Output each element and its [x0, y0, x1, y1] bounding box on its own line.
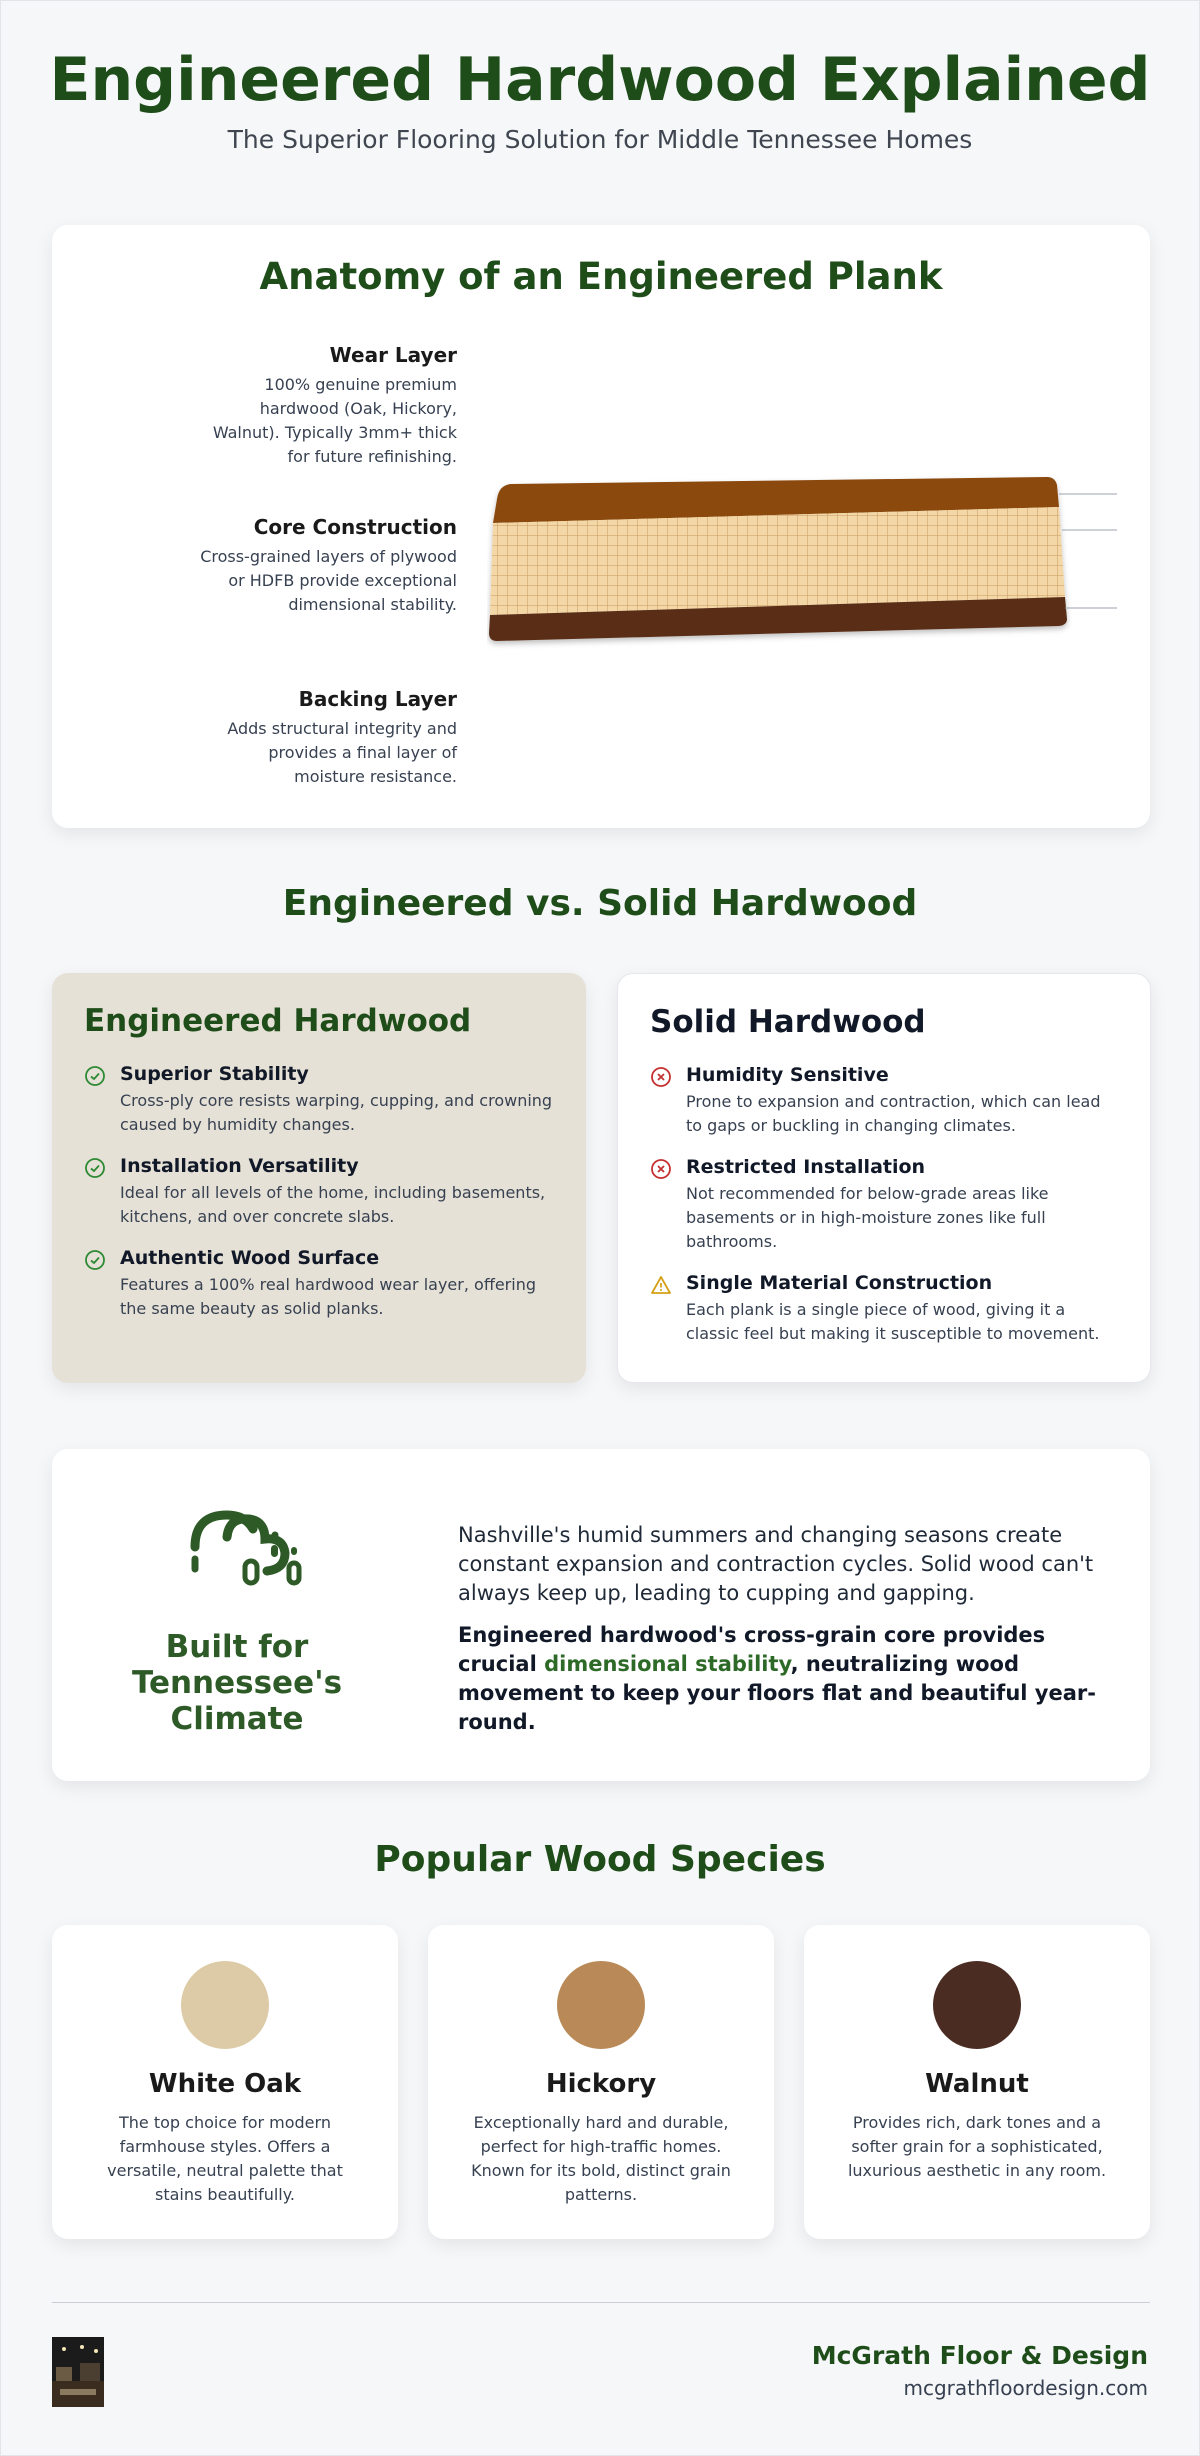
- x-circle-icon: [650, 1158, 672, 1180]
- species-title: Popular Wood Species: [374, 1839, 826, 1880]
- anatomy-title: Anatomy of an Engineered Plank: [259, 255, 943, 298]
- climate-highlight: dimensional stability: [544, 1652, 791, 1676]
- item-desc: Features a 100% real hardwood wear layer, offering the same beauty as solid planks.: [120, 1275, 536, 1318]
- showroom-thumbnail-image: [52, 2337, 104, 2407]
- x-circle-icon: [650, 1066, 672, 1088]
- climate-paragraph-1: Nashville's humid summers and changing seasons create constant expansion and contraction cycles. Solid wood can't always keep up, leading to cupping and gapping.: [458, 1523, 1094, 1605]
- core-layer-label: [197, 515, 457, 617]
- item-title: Humidity Sensitive: [686, 1064, 889, 1086]
- species-card-white-oak: [52, 1925, 398, 2239]
- climate-title: Built for Tennessee's Climate: [131, 1629, 343, 1737]
- item-desc: Prone to expansion and contraction, which can lead to gaps or buckling in changing climates.: [686, 1092, 1101, 1135]
- wear-layer-title: Wear Layer: [329, 343, 457, 367]
- item-title: Single Material Construction: [686, 1272, 993, 1294]
- warning-triangle-icon: [650, 1274, 672, 1296]
- comparison-title: Engineered vs. Solid Hardwood: [282, 883, 918, 924]
- plank-illustration: [487, 475, 1087, 655]
- wear-layer-desc: 100% genuine premium hardwood (Oak, Hickory, Walnut). Typically 3mm+ thick for future refinishing.: [212, 375, 457, 466]
- brand-name: McGrath Floor & Design: [811, 2341, 1148, 2370]
- check-circle-icon: [84, 1065, 106, 1087]
- engineered-card: [52, 973, 586, 1383]
- footer-brand: [812, 2341, 1148, 2400]
- core-layer-desc: Cross-grained layers of plywood or HDFB provide exceptional dimensional stability.: [200, 547, 457, 614]
- item-desc: Each plank is a single piece of wood, giving it a classic feel but making it susceptible to movement.: [686, 1300, 1100, 1343]
- walnut-swatch: [933, 1961, 1021, 2049]
- item-desc: Ideal for all levels of the home, including basements, kitchens, and over concrete slabs.: [120, 1183, 546, 1226]
- species-card-hickory: [428, 1925, 774, 2239]
- item-title: Restricted Installation: [686, 1156, 926, 1178]
- engineered-title: Engineered Hardwood: [84, 1003, 472, 1039]
- anatomy-card: [52, 225, 1150, 828]
- list-item: [650, 1272, 1118, 1346]
- item-desc: Cross-ply core resists warping, cupping, and crowning caused by humidity changes.: [120, 1091, 553, 1134]
- species-desc: Exceptionally hard and durable, perfect for high-traffic homes. Known for its bold, distinct grain patterns.: [471, 2113, 731, 2204]
- solid-card: [617, 973, 1151, 1383]
- list-item: [650, 1156, 1118, 1254]
- species-card-walnut: [804, 1925, 1150, 2239]
- species-name: White Oak: [148, 2069, 302, 2099]
- list-item: [84, 1063, 554, 1137]
- core-layer-title: Core Construction: [253, 515, 457, 539]
- check-circle-icon: [84, 1157, 106, 1179]
- species-desc: The top choice for modern farmhouse styles. Offers a versatile, neutral palette that stains beautifully.: [107, 2113, 343, 2204]
- page-subtitle: The Superior Flooring Solution for Middle Tennessee Homes: [227, 125, 973, 154]
- item-title: Installation Versatility: [120, 1155, 359, 1177]
- footer-divider: [52, 2302, 1150, 2303]
- climate-card: [52, 1449, 1150, 1781]
- white-oak-swatch: [181, 1961, 269, 2049]
- climate-paragraph-2: [458, 1621, 1108, 1737]
- climate-paragraph-2-end: , neutralizing wood movement to keep your floors flat and beautiful year-round.: [458, 1652, 1096, 1734]
- backing-layer-desc: Adds structural integrity and provides a final layer of moisture resistance.: [227, 719, 457, 786]
- species-desc: Provides rich, dark tones and a softer grain for a sophisticated, luxurious aesthetic in any room.: [847, 2113, 1107, 2180]
- list-item: [84, 1155, 554, 1229]
- wear-layer-label: [197, 343, 457, 469]
- climate-paragraph-2-start: Engineered hardwood's cross-grain core provides crucial: [458, 1623, 1046, 1676]
- page-title: Engineered Hardwood Explained: [49, 45, 1151, 115]
- backing-layer-title: Backing Layer: [298, 687, 457, 711]
- page-header: [1, 1, 1199, 154]
- item-title: Superior Stability: [120, 1063, 309, 1085]
- species-name: Walnut: [925, 2069, 1029, 2099]
- solid-title: Solid Hardwood: [650, 1004, 926, 1040]
- list-item: [84, 1247, 554, 1321]
- check-circle-icon: [84, 1249, 106, 1271]
- item-desc: Not recommended for below-grade areas like basements or in high-moisture zones like full bathrooms.: [686, 1184, 1049, 1251]
- item-title: Authentic Wood Surface: [120, 1247, 380, 1269]
- species-name: Hickory: [545, 2069, 657, 2099]
- backing-layer-label: [197, 687, 457, 789]
- brand-url[interactable]: mcgrathfloordesign.com: [903, 2376, 1148, 2400]
- hickory-swatch: [557, 1961, 645, 2049]
- cloud-sun-rain-icon: [187, 1487, 307, 1607]
- leader-lines: [1087, 485, 1117, 625]
- list-item: [650, 1064, 1118, 1138]
- core-layer-shape: [490, 507, 1065, 615]
